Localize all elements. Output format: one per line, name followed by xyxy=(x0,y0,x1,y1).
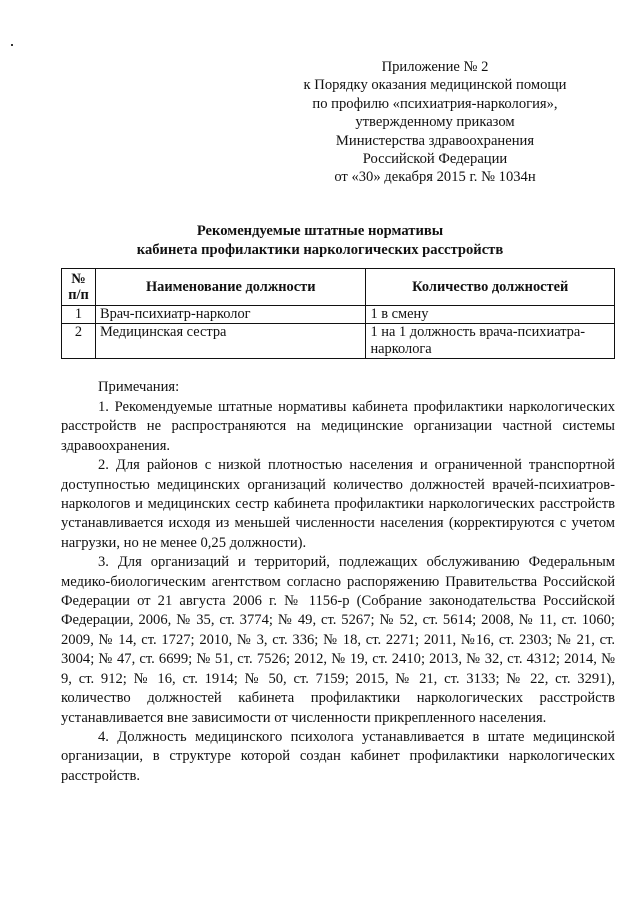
notes-section xyxy=(61,398,615,786)
scan-speck xyxy=(11,44,13,46)
appendix-header xyxy=(300,58,570,187)
note-item: 3. Для организаций и территорий, подлежащих обслуживанию Федеральным медико-биологическим агентством согласно распоряжению Правительства Российской Федерации от 21 августа 2006 г. № 1156-р (Собрание законодательства Российской Федерации, 2006, № 35, ст. 3774; № 49, ст. 5267; № 52, ст. 5614; 2008, № 11, ст. 1060; 2009, № 14, ст. 1727; 2010, № 3, ст. 336; № 18, ст. 2271; 2011, №16, ст. 2303; № 21, ст. 3004; № 47, ст. 6699; № 51, ст. 7526; 2012, № 19, ст. 2410; 2013, № 32, ст. 4312; 2014, № 9, ст. 912; № 16, ст. 1914; № 50, ст. 7159; 2015, № 21, ст. 3133; № 22, ст. 3291), количество должностей кабинета профилактики наркологических расстройств устанавливается вне зависимости от численности прикрепленного населения. xyxy=(61,554,615,726)
appendix-line: Приложение № 2 xyxy=(381,59,489,75)
row-count: 1 на 1 должность врача-психиатра-нарколога xyxy=(366,324,615,359)
appendix-line: утвержденному приказом xyxy=(355,114,515,131)
header-position: Наименование должности xyxy=(95,269,366,306)
row-count: 1 в смену xyxy=(366,306,615,324)
note-item: 2. Для районов с низкой плотностью населения и ограниченной транспортной доступностью медицинских организаций количество должностей врачей-психиатров-наркологов и медицинских сестр кабинета профилактики наркологических расстройств устанавливается исходя из меньшей численности населения (корректируются с учетом нагрузки, но не менее 0,25 должности). xyxy=(61,457,615,551)
table-row xyxy=(62,324,615,359)
appendix-line: Министерства здравоохранения xyxy=(335,132,535,149)
title-line-1: Рекомендуемые штатные нормативы xyxy=(196,223,444,239)
title-line-2: кабинета профилактики наркологических расстройств xyxy=(136,241,504,258)
row-position: Врач-психиатр-нарколог xyxy=(95,306,366,324)
table-header-row xyxy=(62,269,615,306)
table-row xyxy=(62,306,615,324)
appendix-line: по профилю «психиатрия-наркология», xyxy=(312,95,558,112)
row-position: Медицинская сестра xyxy=(95,324,366,359)
staffing-table xyxy=(61,268,615,359)
header-num: № п/п xyxy=(62,269,96,306)
notes-label: Примечания: xyxy=(98,379,180,395)
row-num: 1 xyxy=(62,306,96,324)
note-item: 1. Рекомендуемые штатные нормативы кабинета профилактики наркологических расстройств не распространяются на медицинские организации частной системы здравоохранения. xyxy=(61,399,615,454)
note-item: 4. Должность медицинского психолога устанавливается в штате медицинской организации, в структуре которой создан кабинет профилактики наркологических расстройств. xyxy=(61,728,615,784)
row-num: 2 xyxy=(62,324,96,359)
appendix-line: от «30» декабря 2015 г. № 1034н xyxy=(334,169,536,186)
document-title xyxy=(0,222,640,259)
header-count: Количество должностей xyxy=(366,269,615,306)
appendix-line: к Порядку оказания медицинской помощи xyxy=(303,77,567,94)
appendix-line: Российской Федерации xyxy=(362,151,508,168)
